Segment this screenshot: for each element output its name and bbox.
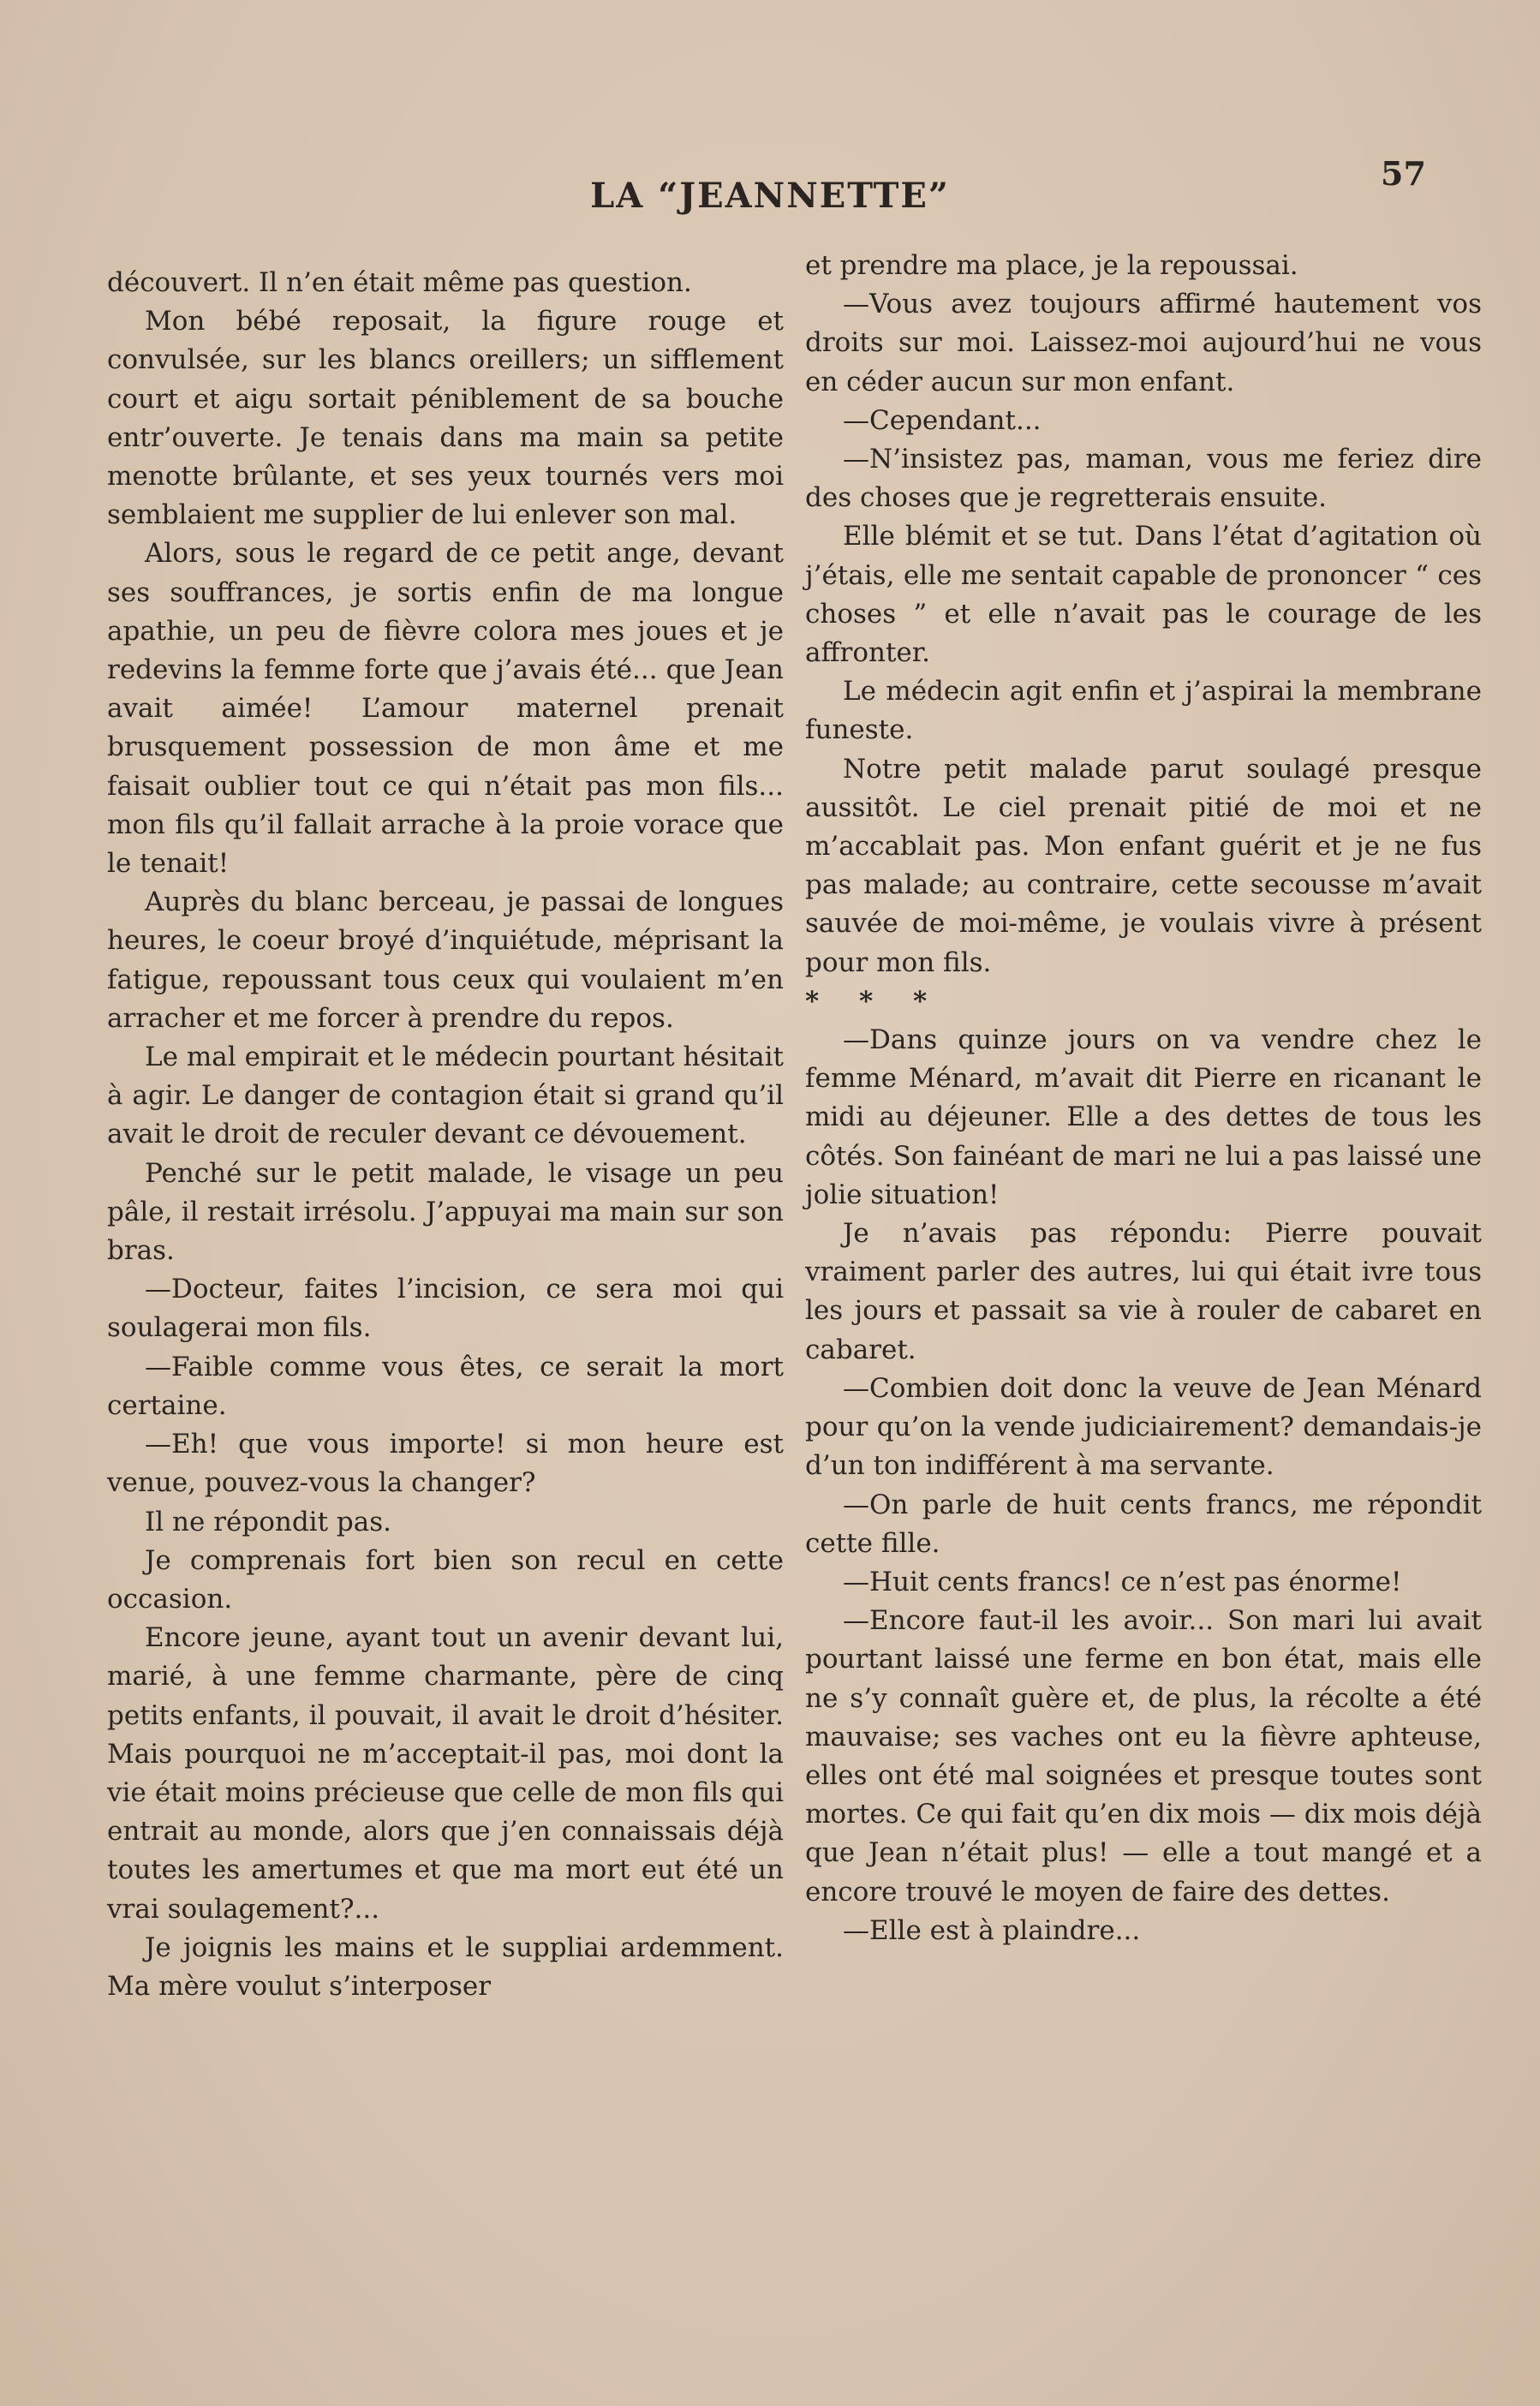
paragraph: Alors, sous le regard de ce petit ange, devant ses souffrances, je sortis enfin de ma longue apathie, un peu de fièvre colora mes joues et je redevins la femme forte que j’avais été... que Jean avait aimée! L’amour maternel prenait brusquement possession de mon âme et me faisait oublier tout ce qui n’était pas mon fils... mon fils qu’il fallait arrache à la proie vorace que le tenait! bbox=[107, 538, 784, 880]
paragraph: —Vous avez toujours affirmé hautement vos droits sur moi. Laissez-moi aujourd’hui ne vous en céder aucun sur mon enfant. bbox=[805, 289, 1482, 397]
paragraph: —Faible comme vous êtes, ce serait la mort certaine. bbox=[107, 1351, 784, 1421]
paragraph: Je comprenais fort bien son recul en cette occasion. bbox=[107, 1544, 784, 1615]
paragraph: Elle blémit et se tut. Dans l’état d’agitation où j’étais, elle me sentait capable de prononcer “ ces choses ” et elle n’avait pas le courage de les affronter. bbox=[805, 521, 1482, 669]
paragraph: —Eh! que vous importe! si mon heure est venue, pouvez-vous la changer? bbox=[107, 1429, 784, 1499]
paragraph: —Huit cents francs! ce n’est pas énorme! bbox=[843, 1566, 1402, 1597]
paragraph: Auprès du blanc berceau, je passai de longues heures, le coeur broyé d’inquiétude, méprisant la fatigue, repoussant tous ceux qui voulaient m’en arracher et me forcer à prendre du repos. bbox=[107, 887, 784, 1034]
paragraph: —On parle de huit cents francs, me répondit cette fille. bbox=[805, 1489, 1482, 1559]
paragraph: Mon bébé reposait, la figure rouge et convulsée, sur les blancs oreillers; un sifflement court et aigu sortait péniblement de sa bouche entr’ouverte. Je tenais dans ma main sa petite menotte brûlante, et ses yeux tournés vers moi semblaient me supplier de lui enlever son mal. bbox=[107, 306, 784, 531]
paragraph: Il ne répondit pas. bbox=[145, 1506, 391, 1537]
paragraph: —Encore faut-il les avoir... Son mari lui avait pourtant laissé une ferme en bon état, mais elle ne s’y connaît guère et, de plus, la récolte a été mauvaise; ses vaches ont eu la fièvre aphteuse, elles ont été mal soignées et presque toutes sont mortes. Ce qui fait qu’en dix mois — dix mois déjà que Jean n’était plus! — elle a tout mangé et a encore trouvé le moyen de faire des dettes. bbox=[805, 1605, 1482, 1907]
paragraph: Je joignis les mains et le suppliai ardemment. Ma mère voulut s’interposer bbox=[107, 1931, 784, 2002]
paragraph: —Cependant... bbox=[843, 404, 1042, 436]
paragraph: Encore jeune, ayant tout un avenir devant lui, marié, à une femme charmante, père de cinq petits enfants, il pouvait, il avait le droit d’hésiter. Mais pourquoi ne m’acceptait-il pas, moi dont la vie était moins précieuse que celle de mon fils qui entrait au monde, alors que j’en connaissais déjà toutes les amertumes et que ma mort eut été un vrai soulagement?... bbox=[107, 1622, 784, 1925]
section-separator: * * * bbox=[805, 985, 943, 1017]
page-number: 57 bbox=[1381, 154, 1426, 193]
paragraph: Notre petit malade parut soulagé presque aussitôt. Le ciel prenait pitié de moi et ne m’accablait pas. Mon enfant guérit et je ne fus pas malade; au contraire, cette secousse m’avait sauvée de moi-même, je voulais vivre à présent pour mon fils. bbox=[805, 753, 1482, 978]
left-column bbox=[107, 264, 784, 2006]
paragraph: —Combien doit donc la veuve de Jean Ménard pour qu’on la vende judiciairement? demandais-je d’un ton indifférent à ma servante. bbox=[805, 1372, 1482, 1482]
paragraph: Le médecin agit enfin et j’aspirai la membrane funeste. bbox=[805, 676, 1482, 746]
right-column bbox=[805, 247, 1482, 1950]
paragraph: découvert. Il n’en était même pas question. bbox=[107, 267, 692, 298]
paragraph: Je n’avais pas répondu: Pierre pouvait vraiment parler des autres, lui qui était ivre tous les jours et passait sa vie à rouler de cabaret en cabaret. bbox=[805, 1218, 1482, 1365]
paragraph: —N’insistez pas, maman, vous me feriez dire des choses que je regretterais ensuite. bbox=[805, 444, 1482, 514]
paragraph: —Docteur, faites l’incision, ce sera moi qui soulagerai mon fils. bbox=[107, 1274, 784, 1344]
paragraph: —Elle est à plaindre... bbox=[843, 1914, 1141, 1946]
running-title: LA “JEANNETTE” bbox=[590, 176, 950, 216]
paragraph: et prendre ma place, je la repoussai. bbox=[805, 250, 1298, 281]
paragraph: Le mal empirait et le médecin pourtant hésitait à agir. Le danger de contagion était si grand qu’il avait le droit de reculer devant ce dévouement. bbox=[107, 1042, 784, 1150]
paragraph: Penché sur le petit malade, le visage un peu pâle, il restait irrésolu. J’appuyai ma main sur son bras. bbox=[107, 1157, 784, 1267]
paragraph: —Dans quinze jours on va vendre chez le femme Ménard, m’avait dit Pierre en ricanant le midi au déjeuner. Elle a des dettes de tous les côtés. Son fainéant de mari ne lui a pas laissé une jolie situation! bbox=[805, 1024, 1482, 1210]
